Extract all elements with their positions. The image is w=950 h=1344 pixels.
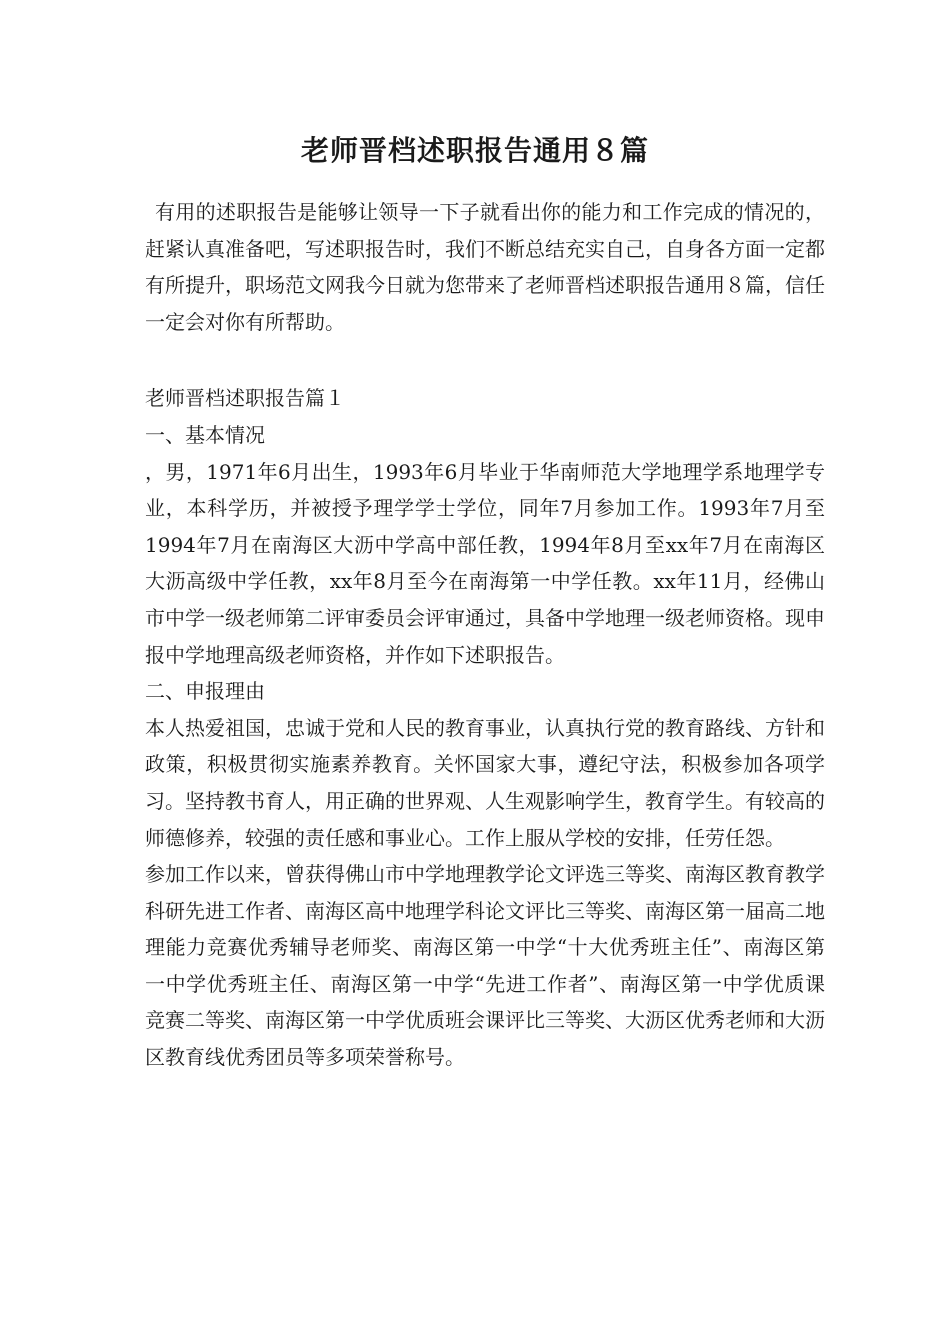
document-body <box>145 194 825 1076</box>
heading-application-reason: 二、申报理由 <box>145 679 265 704</box>
paragraph-spacer <box>145 340 825 380</box>
reason-paragraph: 本人热爱祖国，忠诚于党和人民的教育事业，认真执行党的教育路线、方针和政策，积极贯彻实施素养教育。关怀国家大事，遵纪守法，积极参加各项学习。坚持教书育人，用正确的世界观、人生观影响学生，教育学生。有较高的师德修养，较强的责任感和事业心。工作上服从学校的安排，任劳任怨。 <box>145 715 825 850</box>
section-title: 老师晋档述职报告篇１ <box>145 386 345 411</box>
intro-paragraph: 有用的述职报告是能够让领导一下子就看出你的能力和工作完成的情况的，赶紧认真准备吧，写述职报告时，我们不断总结充实自己，自身各方面一定都有所提升，职场范文网我今日就为您带来了老师晋档述职报告通用８篇，信任一定会对你有所帮助。 <box>145 200 825 334</box>
document-title: 老师晋档述职报告通用８篇 <box>300 134 649 167</box>
basic-info-paragraph: ，男，1971年6月出生，1993年6月毕业于华南师范大学地理学系地理学专业，本科学历，并被授予理学学士学位，同年7月参加工作。1993年7月至1994年7月在南海区大沥中学高中部任教，1994年8月至xx年7月在南海区大沥高级中学任教，xx年8月至今在南海第一中学任教。xx年11月，经佛山市中学一级老师第二评审委员会评审通过，具备中学地理一级老师资格。现申报中学地理高级老师资格，并作如下述职报告。 <box>145 459 825 667</box>
heading-basic-info: 一、基本情况 <box>145 422 265 447</box>
honors-paragraph: 参加工作以来，曾获得佛山市中学地理教学论文评选三等奖、南海区教育教学科研先进工作者、南海区高中地理学科论文评比三等奖、南海区第一届高二地理能力竞赛优秀辅导老师奖、南海区第一中学“十大优秀班主任”、南海区第一中学优秀班主任、南海区第一中学“先进工作者”、南海区第一中学优质课竞赛二等奖、南海区第一中学优质班会课评比三等奖、大沥区优秀老师和大沥区教育线优秀团员等多项荣誉称号。 <box>145 862 825 1070</box>
